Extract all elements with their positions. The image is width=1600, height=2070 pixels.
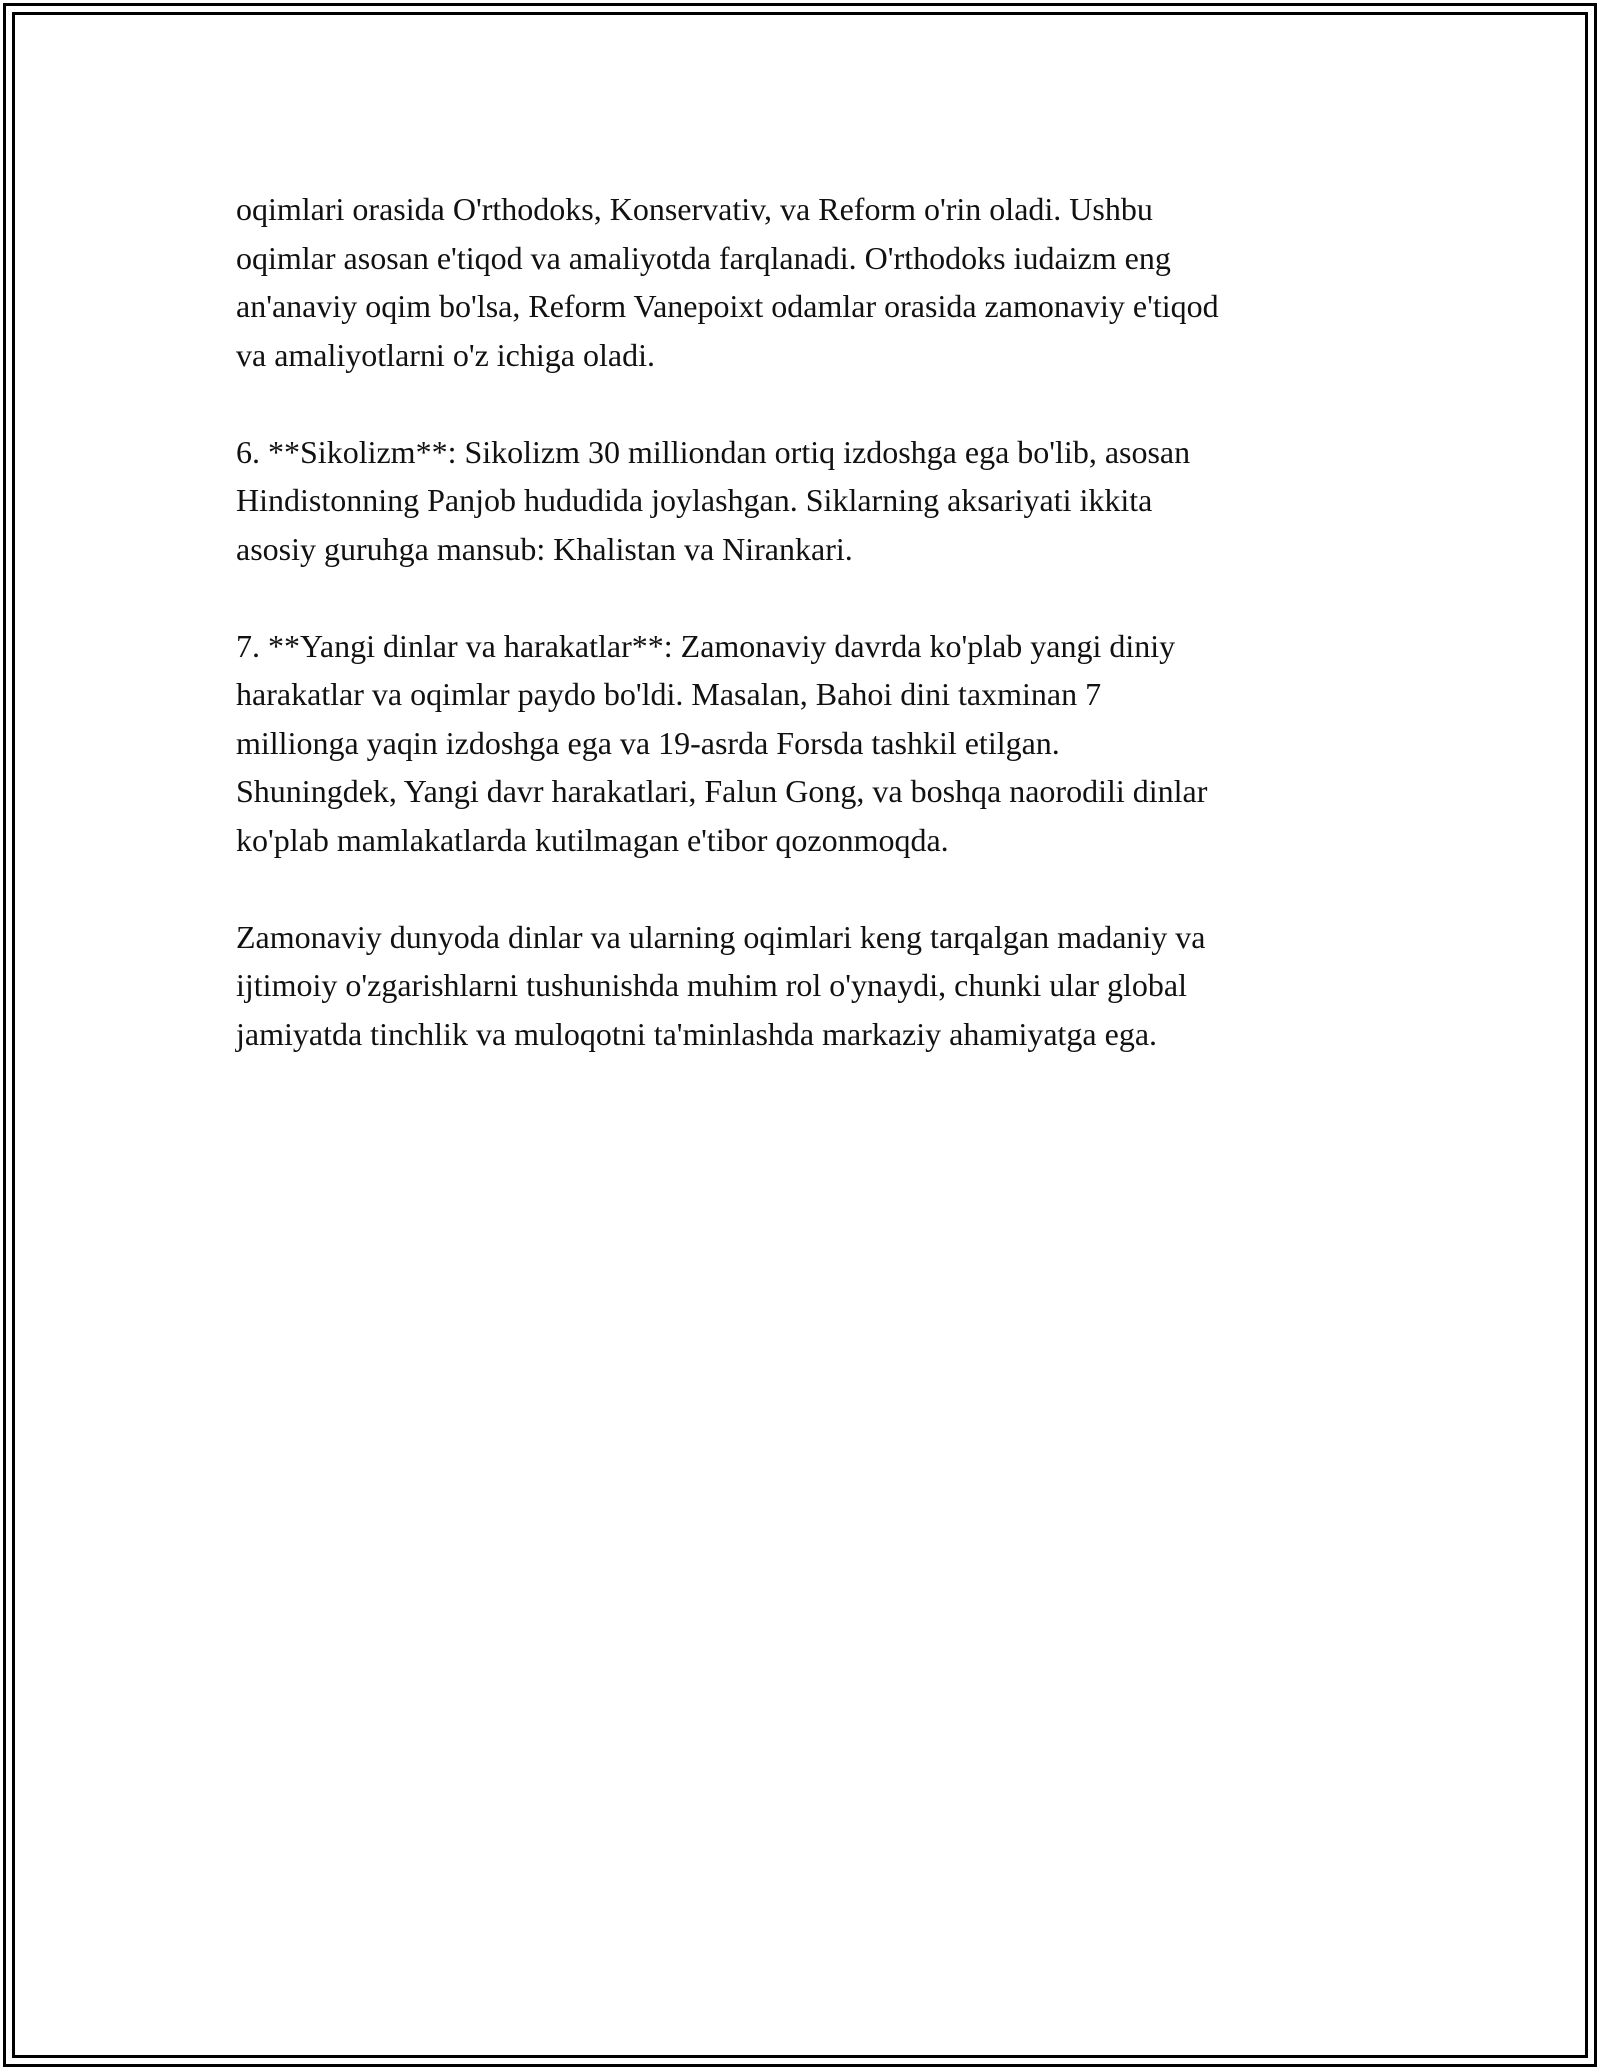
text-line: ko'plab mamlakatlarda kutilmagan e'tibor qozonmoqda. bbox=[236, 821, 949, 858]
text-line: oqimlar asosan e'tiqod va amaliyotda farqlanadi. O'rthodoks iudaizm eng bbox=[236, 239, 1171, 276]
text-line: harakatlar va oqimlar paydo bo'ldi. Masalan, Bahoi dini taxminan 7 bbox=[236, 676, 1102, 712]
text-line: asosiy guruhga mansub: Khalistan va Nirankari. bbox=[236, 530, 853, 567]
paragraph-sikhism bbox=[236, 428, 1376, 574]
text-line: oqimlari orasida O'rthodoks, Konservativ, va Reform o'rin oladi. Ushbu bbox=[236, 191, 1153, 227]
document-body bbox=[236, 185, 1376, 1058]
paragraph-spacer bbox=[236, 573, 1376, 622]
paragraph-judaism-continuation bbox=[236, 185, 1376, 379]
text-line: Shuningdek, Yangi davr harakatlari, Falun Gong, va boshqa naorodili dinlar bbox=[236, 773, 1208, 809]
paragraph-new-religions bbox=[236, 622, 1376, 865]
paragraph-spacer bbox=[236, 864, 1376, 913]
text-line: Zamonaviy dunyoda dinlar va ularning oqimlari keng tarqalgan madaniy va bbox=[236, 918, 1206, 955]
text-line: millionga yaqin izdoshga ega va 19-asrda Forsda tashkil etilgan. bbox=[236, 724, 1060, 761]
text-line: Hindistonning Panjob hududida joylashgan. Siklarning aksariyati ikkita bbox=[236, 482, 1153, 518]
text-line: jamiyatda tinchlik va muloqotni ta'minlashda markaziy ahamiyatga ega. bbox=[236, 1015, 1158, 1052]
text-line: 6. **Sikolizm**: Sikolizm 30 milliondan ortiq izdoshga ega bo'lib, asosan bbox=[236, 433, 1191, 470]
paragraph-spacer bbox=[236, 379, 1376, 428]
text-line: an'anaviy oqim bo'lsa, Reform Vanepoixt odamlar orasida zamonaviy e'tiqod bbox=[236, 288, 1219, 324]
text-line: 7. **Yangi dinlar va harakatlar**: Zamonaviy davrda ko'plab yangi diniy bbox=[236, 627, 1176, 664]
text-line: ijtimoiy o'zgarishlarni tushunishda muhim rol o'ynaydi, chunki ular global bbox=[236, 967, 1187, 1003]
text-line: va amaliyotlarni o'z ichiga oladi. bbox=[236, 336, 655, 373]
paragraph-conclusion bbox=[236, 913, 1376, 1059]
